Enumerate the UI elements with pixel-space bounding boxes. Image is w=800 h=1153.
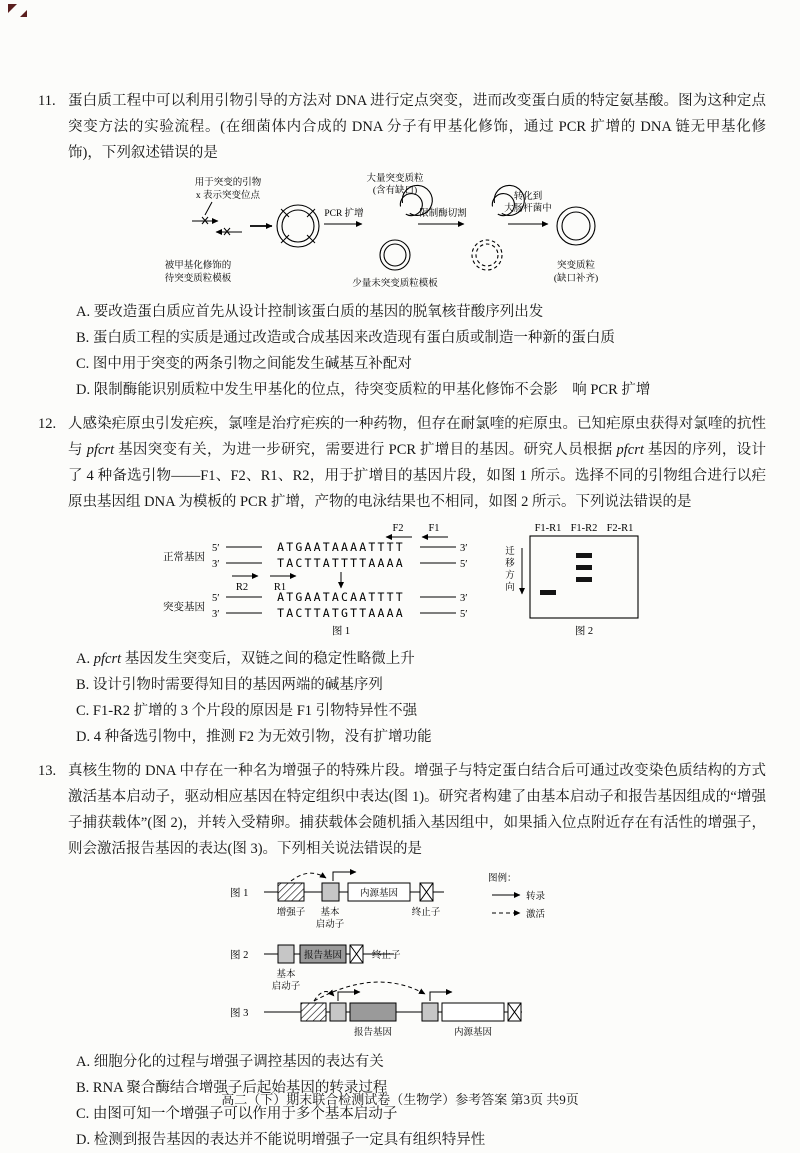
terminator-box (350, 945, 363, 963)
primer-r1-label: R1 (273, 582, 287, 593)
enhancer-box (278, 883, 304, 901)
promoter-label: 启动子 (315, 920, 345, 930)
q11-option-a: A. 要改造蛋白质应首先从设计控制该蛋白质的基因的脱氧核苷酸序列出发 (76, 304, 544, 320)
figure1-caption: 图 1 (230, 888, 249, 899)
question-13-stem: 真核生物的 DNA 中存在一种名为增强子的特殊片段。增强子与特定蛋白结合后可通过改变染色质结构的方式激活基本启动子，驱动相应基因在特定组织中表达(图 1)。研究者构建了由基本启动子和报告基因组成的“增强子捕获载体”(图 2)，并转入受精卵。捕获载体会随机插入基因组中，如果插入位点附近存在有活性的增强子，则会激活报告基因的表达(图 3)。下列相关说法错误的是 (68, 763, 766, 857)
reporter-gene-label: 报告基因 (353, 1028, 393, 1038)
mutant-plasmid-label: 大量突变质粒 (366, 174, 424, 184)
pcr-step-label: PCR 扩增 (324, 209, 364, 219)
q11-flow-diagram (148, 171, 618, 291)
option-text: A. (76, 651, 94, 667)
terminator-box (420, 883, 433, 901)
mutant-bottom-strand: TACTTATGTTAAAA (277, 606, 405, 620)
nonmutant-plasmid-icon (380, 240, 410, 270)
question-12-stem (68, 411, 766, 515)
stem-text: 人感染疟原虫引发疟疾，氯喹是治疗疟疾的一种药物，但存在耐氯喹的疟原虫。已知疟原虫获得对氯喹的抗性与 (68, 416, 766, 458)
q11-options (68, 299, 766, 403)
repaired-plasmid-label: 突变质粒 (556, 261, 596, 271)
three-prime-label: 3′ (212, 609, 220, 620)
q12-figure (126, 520, 766, 643)
gene-name-italic: pfcrt (616, 442, 644, 458)
template-plasmid-label: 待突变质粒模板 (164, 274, 232, 284)
three-prime-label: 3′ (212, 559, 220, 570)
mutant-top-strand: ATGAATACAATTTT (277, 590, 405, 604)
question-13-number: 13. (38, 763, 57, 779)
transcription-arrow (333, 872, 356, 881)
gel-lane-label: F2-R1 (606, 523, 634, 534)
legend-activate-label: 激活 (526, 910, 546, 920)
promoter-label: 基本 (276, 970, 296, 980)
endogenous-gene-label: 内源基因 (453, 1028, 493, 1038)
q11-figure (148, 171, 766, 296)
enhancer-box (301, 1003, 326, 1021)
mutant-plasmid-label: (含有缺口) (372, 186, 418, 196)
legend (488, 872, 546, 920)
mutation-site-label: x 表示突变位点 (195, 191, 261, 201)
q11-option-d: D. 限制酶能识别质粒中发生甲基化的位点，待突变质粒的甲基化修饰不会影 响 PCR 扩增 (76, 382, 651, 398)
transcription-arrow (430, 992, 452, 1001)
promoter-box (278, 945, 294, 963)
transcription-arrow (338, 992, 360, 1001)
normal-top-strand: ATGAATAAAATTTT (277, 540, 405, 554)
migration-direction-label: 移 (505, 559, 515, 569)
primer-f2-label: F2 (392, 523, 404, 534)
question-11 (38, 88, 766, 403)
primer-f1-label: F1 (428, 523, 440, 534)
gene-name-italic: pfcrt (86, 442, 115, 458)
primer-label: 用于突变的引物 (194, 178, 262, 188)
gel-lane-label: F1-R1 (534, 523, 562, 534)
gene-name-italic: pfcrt (93, 651, 122, 667)
terminator-label: 终止子 (411, 908, 441, 918)
figure2-caption: 图 2 (230, 950, 249, 961)
figure3-caption: 图 3 (230, 1008, 249, 1019)
stem-text: 基因的序列，设计了 4 种备选引物——F1、F2、R1、R2，用于扩增目的基因片段，如图 1 所示。选择不同的引物组合进行以疟原虫基因组 DNA 为模板的 PCR 扩增，产物的电泳结果也不相同，如图 2 所示。下列说法错误的是 (68, 442, 766, 510)
q13-option-b: B. RNA 聚合酶结合增强子后起始基因的转录过程 (76, 1080, 388, 1096)
q13-option-d: D. 检测到报告基因的表达并不能说明增强子一定具有组织特异性 (76, 1132, 486, 1148)
template-plasmid-icon (277, 205, 319, 247)
mutant-gene-label: 突变基因 (163, 602, 205, 613)
transform-step-label: 大肠杆菌中 (504, 204, 552, 214)
figure1-caption: 图 1 (331, 626, 351, 637)
repaired-plasmid-label: (缺口补齐) (553, 274, 599, 284)
migration-direction-label: 向 (505, 583, 515, 593)
five-prime-label: 5′ (460, 609, 468, 620)
q11-option-b: B. 蛋白质工程的实质是通过改造或合成基因来改造现有蛋白质或制造一种新的蛋白质 (76, 330, 615, 346)
terminator-box (508, 1003, 521, 1021)
question-12 (38, 411, 766, 750)
q12-primer-gel-diagram (126, 520, 642, 638)
endogenous-gene-label: 内源基因 (359, 889, 399, 899)
mutagenic-primers-icon (192, 217, 242, 235)
template-plasmid-label: 被甲基化修饰的 (164, 261, 232, 271)
question-11-number: 11. (38, 93, 56, 109)
enhancer-label: 增强子 (276, 908, 306, 918)
reporter-gene-label: 报告基因 (303, 951, 343, 961)
q12-option-a (76, 646, 766, 672)
page-footer: 高二（下）期末联合检测试卷（生物学）参考答案 第3页 共9页 (221, 1092, 579, 1107)
q12-option-d: D. 4 种备选引物中，推测 F2 为无效引物，没有扩增功能 (76, 729, 432, 745)
reporter-gene-box (350, 1003, 396, 1021)
legend-transcribe-label: 转录 (526, 892, 546, 902)
q12-option-c: C. F1-R2 扩增的 3 个片段的原因是 F1 引物特异性不强 (76, 703, 418, 719)
gel-bands (540, 553, 592, 595)
activation-arrow (291, 873, 326, 881)
migration-direction-label: 迁 (505, 547, 515, 557)
q13-figure (226, 867, 766, 1046)
legend-title: 图例： (488, 874, 517, 884)
five-prime-label: 5′ (460, 559, 468, 570)
q13-option-a: A. 细胞分化的过程与增强子调控基因的表达有关 (76, 1054, 384, 1070)
primer-r2-label: R2 (235, 582, 249, 593)
transform-step-label: 转化到 (513, 192, 543, 202)
three-prime-label: 3′ (460, 593, 468, 604)
q13-option-c: C. 由图可知一个增强子可以作用于多个基本启动子 (76, 1106, 398, 1122)
migration-direction-label: 方 (505, 571, 515, 581)
promoter-box (330, 1003, 346, 1021)
gel-lane-label: F1-R2 (570, 523, 598, 534)
terminator-label: 终止子 (372, 951, 401, 961)
repaired-plasmid-icon (557, 207, 595, 245)
normal-gene-label: 正常基因 (163, 552, 205, 563)
question-11-stem: 蛋白质工程中可以利用引物引导的方法对 DNA 进行定点突变，进而改变蛋白质的特定氨基酸。图为这种定点突变方法的实验流程。(在细菌体内合成的 DNA 分子有甲基化修饰，通过 PCR 扩增的 DNA 链无甲基化修饰)，下列叙述错误的是 (68, 93, 766, 161)
three-prime-label: 3′ (460, 543, 468, 554)
promoter-label: 基本 (320, 908, 340, 918)
activation-arrow (314, 982, 425, 1001)
option-text: 基因发生突变后，双链之间的稳定性略微上升 (121, 651, 415, 667)
print-mark (20, 10, 27, 17)
normal-bottom-strand: TACTTATTTTAAAA (277, 556, 405, 570)
enzyme-step-label: 限制酶切割 (419, 209, 467, 219)
stem-text: 基因突变有关，为进一步研究，需要进行 PCR 扩增目的基因。研究人员根据 (114, 442, 617, 458)
nonmutant-plasmid-label: 少量未突变质粒模板 (352, 279, 438, 289)
q11-option-c: C. 图中用于突变的两条引物之间能发生碱基互补配对 (76, 356, 412, 372)
endogenous-gene-box (442, 1003, 504, 1021)
q13-enhancer-diagram (226, 867, 656, 1041)
print-mark (8, 4, 17, 13)
q12-option-b: B. 设计引物时需要得知目的基因两端的碱基序列 (76, 677, 383, 693)
question-12-number: 12. (38, 416, 57, 432)
five-prime-label: 5′ (212, 593, 220, 604)
degraded-template-icon (472, 240, 502, 270)
q12-options (68, 646, 766, 750)
promoter-label: 启动子 (271, 982, 301, 992)
promoter-box (322, 883, 339, 901)
promoter-box (422, 1003, 438, 1021)
figure2-caption: 图 2 (574, 626, 594, 637)
five-prime-label: 5′ (212, 543, 220, 554)
